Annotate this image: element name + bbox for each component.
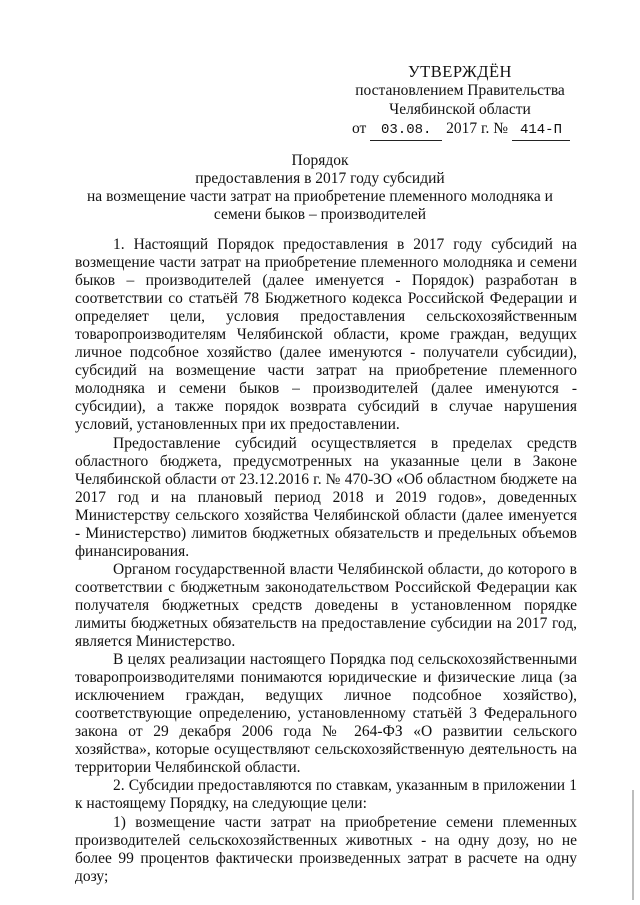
- paragraph-6: 1) возмещение части затрат на приобретение семени племенных производителей сельскохозяйственных животных - на одну дозу, но не более 99 процентов фактически произведенных затрат в расчете на одну дозу;: [75, 813, 577, 885]
- title-line-2: предоставления в 2017 году субсидий: [195, 170, 445, 187]
- scan-edge-shadow: [632, 790, 634, 900]
- approval-date-line: [340, 119, 580, 141]
- paragraph-4: В целях реализации настоящего Порядка под сельскохозяйственными товаропроизводителями понимаются юридические и физические лица (за исключением граждан, ведущих личное подсобное хозяйство), соответствующие определению, установленному статьёй 3 Федерального закона от 29 декабря 2006 года № 264-ФЗ «О развитии сельского хозяйства», которые осуществляют сельскохозяйственную деятельность на территории Челябинской области.: [75, 651, 577, 777]
- approval-line-2: Челябинской области: [389, 101, 531, 118]
- title-line-1: Порядок: [291, 152, 349, 169]
- paragraph-2: Предоставление субсидий осуществляется в пределах средств областного бюджета, предусмотренных на указанные цели в Законе Челябинской области от 23.12.2016 г. № 470-ЗО «Об областном бюджете на 2017 год и на плановый период 2018 и 2019 годов», доведенных Министерству сельского хозяйства Челябинской области (далее именуется - Министерство) лимитов бюджетных обязательств и предельных объемов финансирования.: [75, 434, 577, 560]
- approval-number: 414-П: [512, 121, 570, 141]
- paragraph-3: Органом государственной власти Челябинской области, до которого в соответствии с бюджетным законодательством Российской Федерации как получателя бюджетных средств доведены в установленном порядке лимиты бюджетных обязательств на предоставление субсидии на 2017 год, является Министерство.: [75, 560, 577, 651]
- approval-year: 2017 г. №: [446, 120, 509, 137]
- approval-stamp: [340, 62, 580, 141]
- title-line-4: семени быков – производителей: [213, 206, 427, 223]
- title-line-3: на возмещение части затрат на приобретение племенного молодняка и: [87, 188, 553, 205]
- approval-date: 03.08.: [370, 121, 442, 141]
- approval-line-1: постановлением Правительства: [355, 82, 565, 99]
- document-body: [75, 236, 577, 886]
- approval-heading: УТВЕРЖДЁН: [408, 62, 512, 81]
- paragraph-5: 2. Субсидии предоставляются по ставкам, указанным в приложении 1 к настоящему Порядку, на следующие цели:: [75, 777, 577, 813]
- paragraph-1: 1. Настоящий Порядок предоставления в 2017 году субсидий на возмещение части затрат на приобретение племенного молодняка и семени быков – производителей (далее именуется - Порядок) разработан в соответствии со статьёй 78 Бюджетного кодекса Российской Федерации и определяет цели, условия предоставления сельскохозяйственным товаропроизводителям Челябинской области, кроме граждан, ведущих личное подсобное хозяйство (далее именуются - получатели субсидии), субсидий на возмещение части затрат на приобретение племенного молодняка и семени быков – производителей (далее именуются - субсидии), а также порядок возврата субсидий в случае нарушения условий, установленных при их предоставлении.: [75, 236, 577, 434]
- approval-prefix: от: [352, 120, 367, 137]
- document-title: [60, 152, 580, 224]
